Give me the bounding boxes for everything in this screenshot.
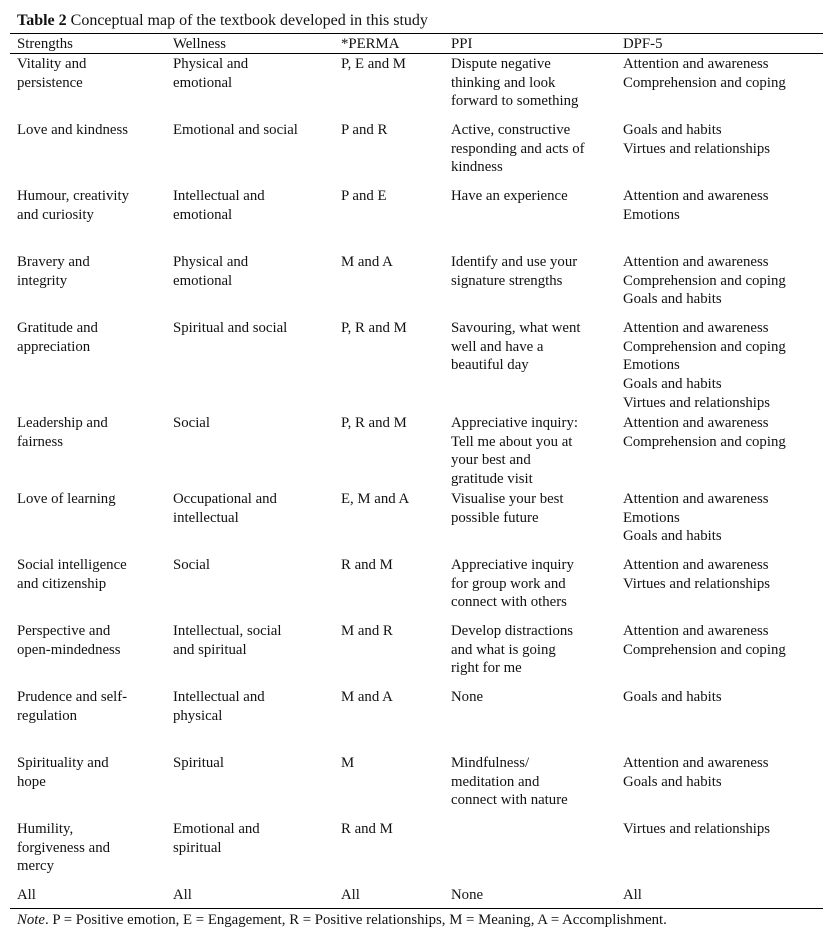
cell-ppi: Identify and use your signature strengths bbox=[451, 254, 578, 289]
cell-perma: P, R and M bbox=[341, 415, 407, 431]
cell-ppi: Appreciative inquiry: Tell me about you at your best and gratitude visit bbox=[451, 415, 578, 488]
cell-ppi: None bbox=[451, 887, 484, 903]
cell-dpf5: Attention and awareness Goals and habits bbox=[623, 755, 769, 790]
cell-wellness: Spiritual and social bbox=[173, 320, 288, 336]
note-text: . P = Positive emotion, E = Engagement, R = Positive relationships, M = Meaning, A = Accomplishment. bbox=[44, 912, 667, 928]
cell-perma: R and M bbox=[341, 557, 393, 573]
cell-perma: P, R and M bbox=[341, 320, 407, 336]
cell-wellness: Occupational and intellectual bbox=[173, 491, 277, 526]
cell-strength: All bbox=[17, 887, 36, 903]
header-rule bbox=[10, 53, 823, 54]
bottom-rule bbox=[10, 908, 823, 909]
cell-wellness: Intellectual and emotional bbox=[173, 188, 265, 223]
column-header-ppi: PPI bbox=[451, 36, 473, 52]
cell-perma: M and A bbox=[341, 254, 393, 270]
cell-ppi: Have an experience bbox=[451, 188, 568, 204]
cell-ppi: Develop distractions and what is going right for me bbox=[451, 623, 574, 677]
cell-strength: Love of learning bbox=[17, 491, 116, 507]
cell-ppi: Visualise your best possible future bbox=[451, 491, 564, 526]
cell-strength: Humility, forgiveness and mercy bbox=[17, 821, 111, 875]
cell-wellness: Social bbox=[173, 557, 210, 573]
cell-strength: Love and kindness bbox=[17, 122, 128, 138]
cell-wellness: Intellectual, social and spiritual bbox=[173, 623, 282, 658]
table-label: Table 2 bbox=[17, 12, 67, 29]
cell-perma: E, M and A bbox=[341, 491, 410, 507]
cell-ppi: Mindfulness/ meditation and connect with nature bbox=[451, 755, 568, 809]
cell-dpf5: Attention and awareness Comprehension and coping bbox=[623, 415, 786, 450]
cell-perma: M bbox=[341, 755, 355, 771]
column-header-wellness: Wellness bbox=[173, 36, 227, 52]
cell-strength: Leadership and fairness bbox=[17, 415, 108, 450]
cell-ppi: Active, constructive responding and acts of kindness bbox=[451, 122, 585, 176]
cell-dpf5: Goals and habits Virtues and relationships bbox=[623, 122, 771, 157]
cell-dpf5: Attention and awareness Emotions Goals and habits bbox=[623, 491, 769, 545]
cell-strength: Humour, creativity and curiosity bbox=[17, 188, 129, 223]
cell-ppi: Dispute negative thinking and look forward to something bbox=[451, 56, 579, 110]
cell-ppi: Appreciative inquiry for group work and connect with others bbox=[451, 557, 574, 611]
table-note bbox=[17, 911, 667, 930]
column-header-strength: Strengths bbox=[17, 36, 73, 52]
top-rule bbox=[10, 33, 823, 34]
cell-dpf5: Attention and awareness Comprehension and coping bbox=[623, 623, 786, 658]
cell-strength: Gratitude and appreciation bbox=[17, 320, 98, 355]
cell-perma: M and A bbox=[341, 689, 393, 705]
table-title: Conceptual map of the textbook developed in this study bbox=[66, 12, 428, 29]
cell-perma: R and M bbox=[341, 821, 393, 837]
cell-dpf5: All bbox=[623, 887, 642, 903]
cell-perma: P and R bbox=[341, 122, 388, 138]
cell-perma: P and E bbox=[341, 188, 387, 204]
cell-strength: Vitality and persistence bbox=[17, 56, 87, 91]
cell-dpf5: Attention and awareness Comprehension and coping Emotions Goals and habits Virtues and relationships bbox=[623, 320, 786, 411]
cell-strength: Prudence and self- regulation bbox=[17, 689, 128, 724]
cell-ppi: None bbox=[451, 689, 484, 705]
cell-perma: M and R bbox=[341, 623, 393, 639]
cell-wellness: Social bbox=[173, 415, 210, 431]
cell-wellness: Spiritual bbox=[173, 755, 224, 771]
cell-perma: All bbox=[341, 887, 360, 903]
table-caption bbox=[17, 11, 428, 31]
cell-dpf5: Attention and awareness Emotions bbox=[623, 188, 769, 223]
column-header-perma: *PERMA bbox=[341, 36, 400, 52]
cell-dpf5: Attention and awareness Comprehension and coping Goals and habits bbox=[623, 254, 786, 308]
column-header-dpf5: DPF-5 bbox=[623, 36, 663, 52]
cell-wellness: Physical and emotional bbox=[173, 56, 249, 91]
cell-wellness: All bbox=[173, 887, 192, 903]
cell-strength: Spirituality and hope bbox=[17, 755, 109, 790]
cell-perma: P, E and M bbox=[341, 56, 406, 72]
cell-ppi: Savouring, what went well and have a beautiful day bbox=[451, 320, 581, 374]
cell-dpf5: Virtues and relationships bbox=[623, 821, 771, 837]
cell-dpf5: Goals and habits bbox=[623, 689, 722, 705]
cell-dpf5: Attention and awareness Comprehension and coping bbox=[623, 56, 786, 91]
cell-dpf5: Attention and awareness Virtues and relationships bbox=[623, 557, 771, 592]
cell-wellness: Emotional and spiritual bbox=[173, 821, 260, 856]
cell-wellness: Intellectual and physical bbox=[173, 689, 265, 724]
cell-wellness: Physical and emotional bbox=[173, 254, 249, 289]
cell-strength: Bravery and integrity bbox=[17, 254, 90, 289]
cell-strength: Social intelligence and citizenship bbox=[17, 557, 127, 592]
cell-wellness: Emotional and social bbox=[173, 122, 298, 138]
cell-strength: Perspective and open-mindedness bbox=[17, 623, 121, 658]
note-label: Note bbox=[17, 912, 45, 928]
